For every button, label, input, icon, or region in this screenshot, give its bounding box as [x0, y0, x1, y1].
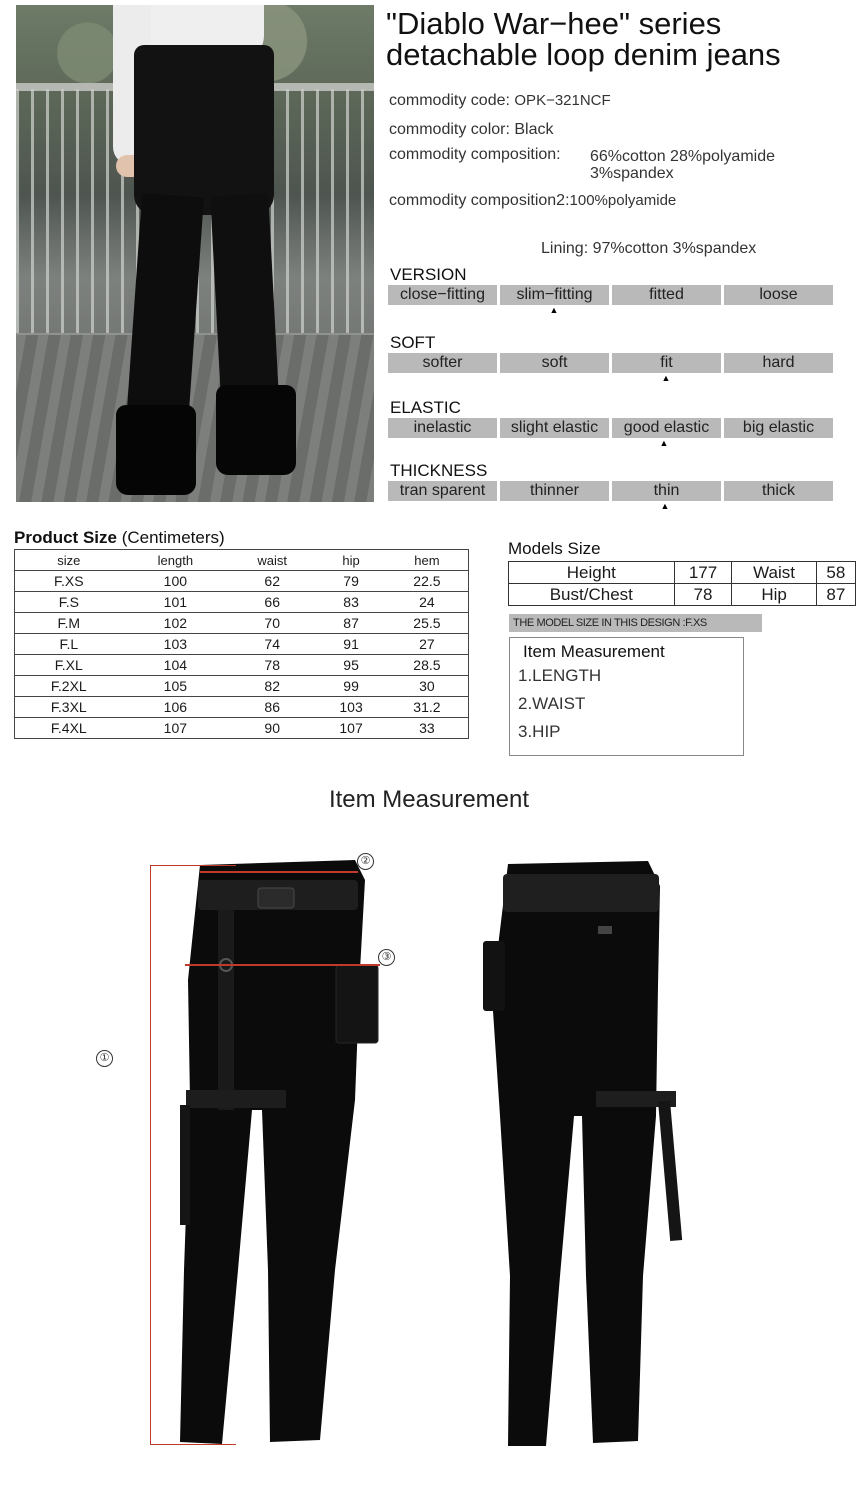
- table-cell: 104: [123, 655, 228, 676]
- item-measurement-box: [509, 637, 744, 756]
- spec-lining-value: 97%cotton 3%spandex: [592, 240, 757, 257]
- scale-option: thinner: [500, 481, 609, 501]
- scale-option: fit: [612, 353, 721, 373]
- table-row: [15, 592, 469, 613]
- table-cell: F.4XL: [15, 718, 123, 739]
- table-cell: Height: [509, 562, 675, 584]
- table-cell: 31.2: [386, 697, 469, 718]
- spec-code-value: OPK−321NCF: [514, 92, 611, 109]
- selected-marker-icon: ▲: [659, 438, 669, 448]
- measurement-item: 1.LENGTH: [518, 666, 602, 685]
- table-cell: 78: [674, 584, 732, 606]
- table-cell: 105: [123, 676, 228, 697]
- table-cell: 91: [316, 634, 386, 655]
- table-cell: F.M: [15, 613, 123, 634]
- table-cell: 24: [386, 592, 469, 613]
- table-cell: 106: [123, 697, 228, 718]
- spec-code: [389, 92, 611, 110]
- table-cell: 28.5: [386, 655, 469, 676]
- scale-option: softer: [388, 353, 497, 373]
- table-cell: F.3XL: [15, 697, 123, 718]
- table-row: [15, 634, 469, 655]
- table-row: [15, 718, 469, 739]
- spec-composition2: [389, 192, 676, 210]
- table-cell: 78: [228, 655, 316, 676]
- callout-length: ①: [96, 1050, 113, 1067]
- spec-lining-label: Lining:: [541, 240, 589, 257]
- table-cell: 103: [316, 697, 386, 718]
- table-cell: F.S: [15, 592, 123, 613]
- table-cell: Hip: [732, 584, 816, 606]
- selected-marker-icon: ▲: [660, 501, 670, 511]
- spec-color: [389, 121, 554, 139]
- table-cell: 103: [123, 634, 228, 655]
- spec-composition-label: commodity composition:: [389, 146, 561, 163]
- waist-measure-line: [200, 871, 358, 873]
- table-cell: F.L: [15, 634, 123, 655]
- table-header-row: [15, 550, 469, 571]
- table-cell: 107: [123, 718, 228, 739]
- spec-color-label: commodity color:: [389, 121, 510, 138]
- scale-thickness: [388, 481, 834, 511]
- table-cell: 99: [316, 676, 386, 697]
- table-cell: F.2XL: [15, 676, 123, 697]
- table-row: [15, 571, 469, 592]
- table-cell: 33: [386, 718, 469, 739]
- item-measurement-title: Item Measurement: [328, 786, 530, 813]
- scale-option: loose: [724, 285, 833, 305]
- column-header: size: [15, 550, 123, 571]
- attr-title-thickness: THICKNESS: [390, 461, 488, 480]
- scale-option: slim−fitting: [500, 285, 609, 305]
- table-cell: 83: [316, 592, 386, 613]
- table-cell: 95: [316, 655, 386, 676]
- table-cell: 62: [228, 571, 316, 592]
- product-title-line2: detachable loop denim jeans: [386, 37, 781, 72]
- table-cell: 101: [123, 592, 228, 613]
- product-title: [386, 8, 851, 70]
- scale-option: good elastic: [612, 418, 721, 438]
- table-cell: 87: [316, 613, 386, 634]
- table-row: [15, 676, 469, 697]
- table-row: [15, 613, 469, 634]
- callout-waist: ②: [357, 853, 374, 870]
- model-photo: [16, 5, 374, 502]
- table-cell: Waist: [732, 562, 816, 584]
- table-cell: 86: [228, 697, 316, 718]
- product-size-table: [14, 549, 469, 739]
- scale-option: fitted: [612, 285, 721, 305]
- length-measure-bracket: [150, 865, 236, 1445]
- product-size-title-bold: Product Size: [14, 528, 117, 547]
- callout-hip: ③: [378, 949, 395, 966]
- measurement-item: 3.HIP: [518, 722, 561, 741]
- table-cell: 102: [123, 613, 228, 634]
- attr-title-soft: SOFT: [390, 333, 436, 352]
- hip-measure-line: [185, 964, 380, 966]
- table-cell: 74: [228, 634, 316, 655]
- spec-composition2-value: 100%polyamide: [569, 192, 677, 209]
- spec-color-value: Black: [514, 121, 554, 138]
- back-pants-image: [478, 856, 708, 1456]
- selected-marker-icon: ▲: [549, 305, 559, 315]
- scale-option: big elastic: [724, 418, 833, 438]
- table-row: [509, 584, 856, 606]
- table-cell: 79: [316, 571, 386, 592]
- table-cell: 30: [386, 676, 469, 697]
- table-cell: 100: [123, 571, 228, 592]
- spec-lining: [541, 240, 756, 258]
- table-cell: Bust/Chest: [509, 584, 675, 606]
- column-header: length: [123, 550, 228, 571]
- spec-composition-value-1: 66%cotton 28%polyamide: [590, 148, 776, 165]
- table-cell: 27: [386, 634, 469, 655]
- table-cell: 25.5: [386, 613, 469, 634]
- product-size-title-unit: (Centimeters): [121, 528, 225, 547]
- table-cell: 82: [228, 676, 316, 697]
- table-cell: 177: [674, 562, 732, 584]
- scale-version: [388, 285, 834, 315]
- table-cell: 70: [228, 613, 316, 634]
- table-cell: F.XS: [15, 571, 123, 592]
- column-header: hem: [386, 550, 469, 571]
- column-header: hip: [316, 550, 386, 571]
- scale-option: thick: [724, 481, 833, 501]
- product-title-line1: "Diablo War−hee" series: [386, 6, 722, 41]
- scale-option: thin: [612, 481, 721, 501]
- item-measurement-heading: Item Measurement: [523, 642, 665, 661]
- scale-option: slight elastic: [500, 418, 609, 438]
- table-cell: 107: [316, 718, 386, 739]
- table-row: [15, 697, 469, 718]
- selected-marker-icon: ▲: [661, 373, 671, 383]
- column-header: waist: [228, 550, 316, 571]
- table-cell: 58: [816, 562, 855, 584]
- table-cell: 87: [816, 584, 855, 606]
- table-row: [509, 562, 856, 584]
- spec-composition2-label: commodity composition2:: [389, 192, 570, 209]
- scale-elastic: [388, 418, 834, 448]
- table-cell: F.XL: [15, 655, 123, 676]
- attr-title-version: VERSION: [390, 265, 467, 284]
- table-cell: 66: [228, 592, 316, 613]
- table-cell: 90: [228, 718, 316, 739]
- models-size-title: Models Size: [508, 539, 601, 558]
- scale-option: inelastic: [388, 418, 497, 438]
- model-size-note: THE MODEL SIZE IN THIS DESIGN :F.XS: [509, 614, 762, 632]
- scale-option: tran sparent: [388, 481, 497, 501]
- scale-soft: [388, 353, 834, 383]
- models-size-table: [508, 561, 856, 606]
- table-cell: 22.5: [386, 571, 469, 592]
- table-row: [15, 655, 469, 676]
- spec-composition-value-2: 3%spandex: [590, 165, 674, 182]
- measurement-item: 2.WAIST: [518, 694, 586, 713]
- scale-option: close−fitting: [388, 285, 497, 305]
- product-size-title: [14, 528, 225, 548]
- scale-option: soft: [500, 353, 609, 373]
- spec-code-label: commodity code:: [389, 92, 510, 109]
- attr-title-elastic: ELASTIC: [390, 398, 461, 417]
- scale-option: hard: [724, 353, 833, 373]
